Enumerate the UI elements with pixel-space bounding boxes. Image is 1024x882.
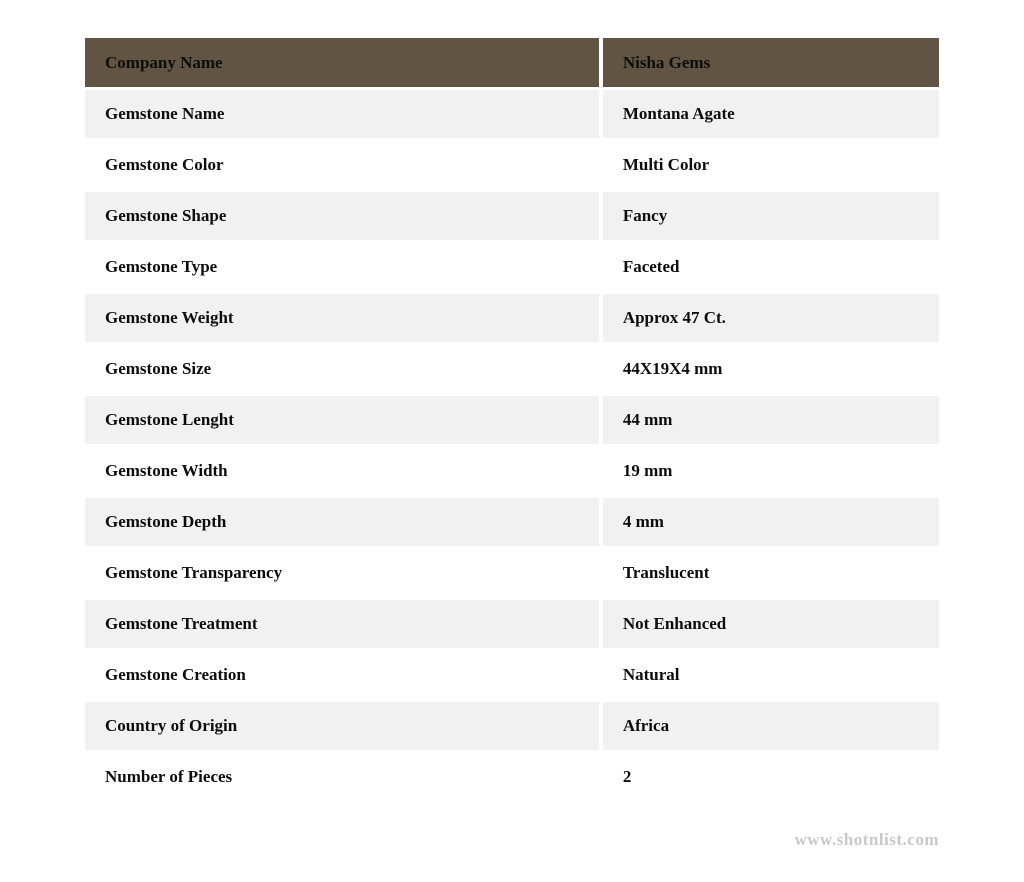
header-label-cell: Company Name	[85, 38, 601, 89]
row-label-cell: Number of Pieces	[85, 752, 601, 803]
row-value-cell: Faceted	[601, 242, 939, 293]
table-row	[85, 701, 939, 752]
table-row	[85, 395, 939, 446]
table-row	[85, 344, 939, 395]
watermark-text: www.shotnlist.com	[794, 830, 939, 849]
row-value-cell: 2	[601, 752, 939, 803]
row-value-cell: 19 mm	[601, 446, 939, 497]
row-value-cell: 4 mm	[601, 497, 939, 548]
header-value-cell: Nisha Gems	[601, 38, 939, 89]
table-row	[85, 89, 939, 140]
row-value-cell: Translucent	[601, 548, 939, 599]
row-label-cell: Gemstone Creation	[85, 650, 601, 701]
table-header-row	[85, 38, 939, 89]
row-value-cell: Multi Color	[601, 140, 939, 191]
row-label-cell: Gemstone Treatment	[85, 599, 601, 650]
row-label-cell: Gemstone Width	[85, 446, 601, 497]
table-row	[85, 752, 939, 803]
table-row	[85, 242, 939, 293]
row-label-cell: Gemstone Type	[85, 242, 601, 293]
row-value-cell: Not Enhanced	[601, 599, 939, 650]
row-label-cell: Country of Origin	[85, 701, 601, 752]
table-row	[85, 497, 939, 548]
row-label-cell: Gemstone Name	[85, 89, 601, 140]
row-label-cell: Gemstone Color	[85, 140, 601, 191]
row-value-cell: Natural	[601, 650, 939, 701]
row-value-cell: 44 mm	[601, 395, 939, 446]
row-label-cell: Gemstone Weight	[85, 293, 601, 344]
row-value-cell: 44X19X4 mm	[601, 344, 939, 395]
row-value-cell: Fancy	[601, 191, 939, 242]
row-label-cell: Gemstone Shape	[85, 191, 601, 242]
table-row	[85, 191, 939, 242]
table-row	[85, 293, 939, 344]
row-value-cell: Africa	[601, 701, 939, 752]
row-label-cell: Gemstone Depth	[85, 497, 601, 548]
table-row	[85, 599, 939, 650]
row-value-cell: Montana Agate	[601, 89, 939, 140]
table-row	[85, 446, 939, 497]
row-label-cell: Gemstone Size	[85, 344, 601, 395]
row-value-cell: Approx 47 Ct.	[601, 293, 939, 344]
table-row	[85, 548, 939, 599]
table-row	[85, 140, 939, 191]
row-label-cell: Gemstone Lenght	[85, 395, 601, 446]
row-label-cell: Gemstone Transparency	[85, 548, 601, 599]
table-row	[85, 650, 939, 701]
gemstone-spec-table	[85, 38, 939, 804]
